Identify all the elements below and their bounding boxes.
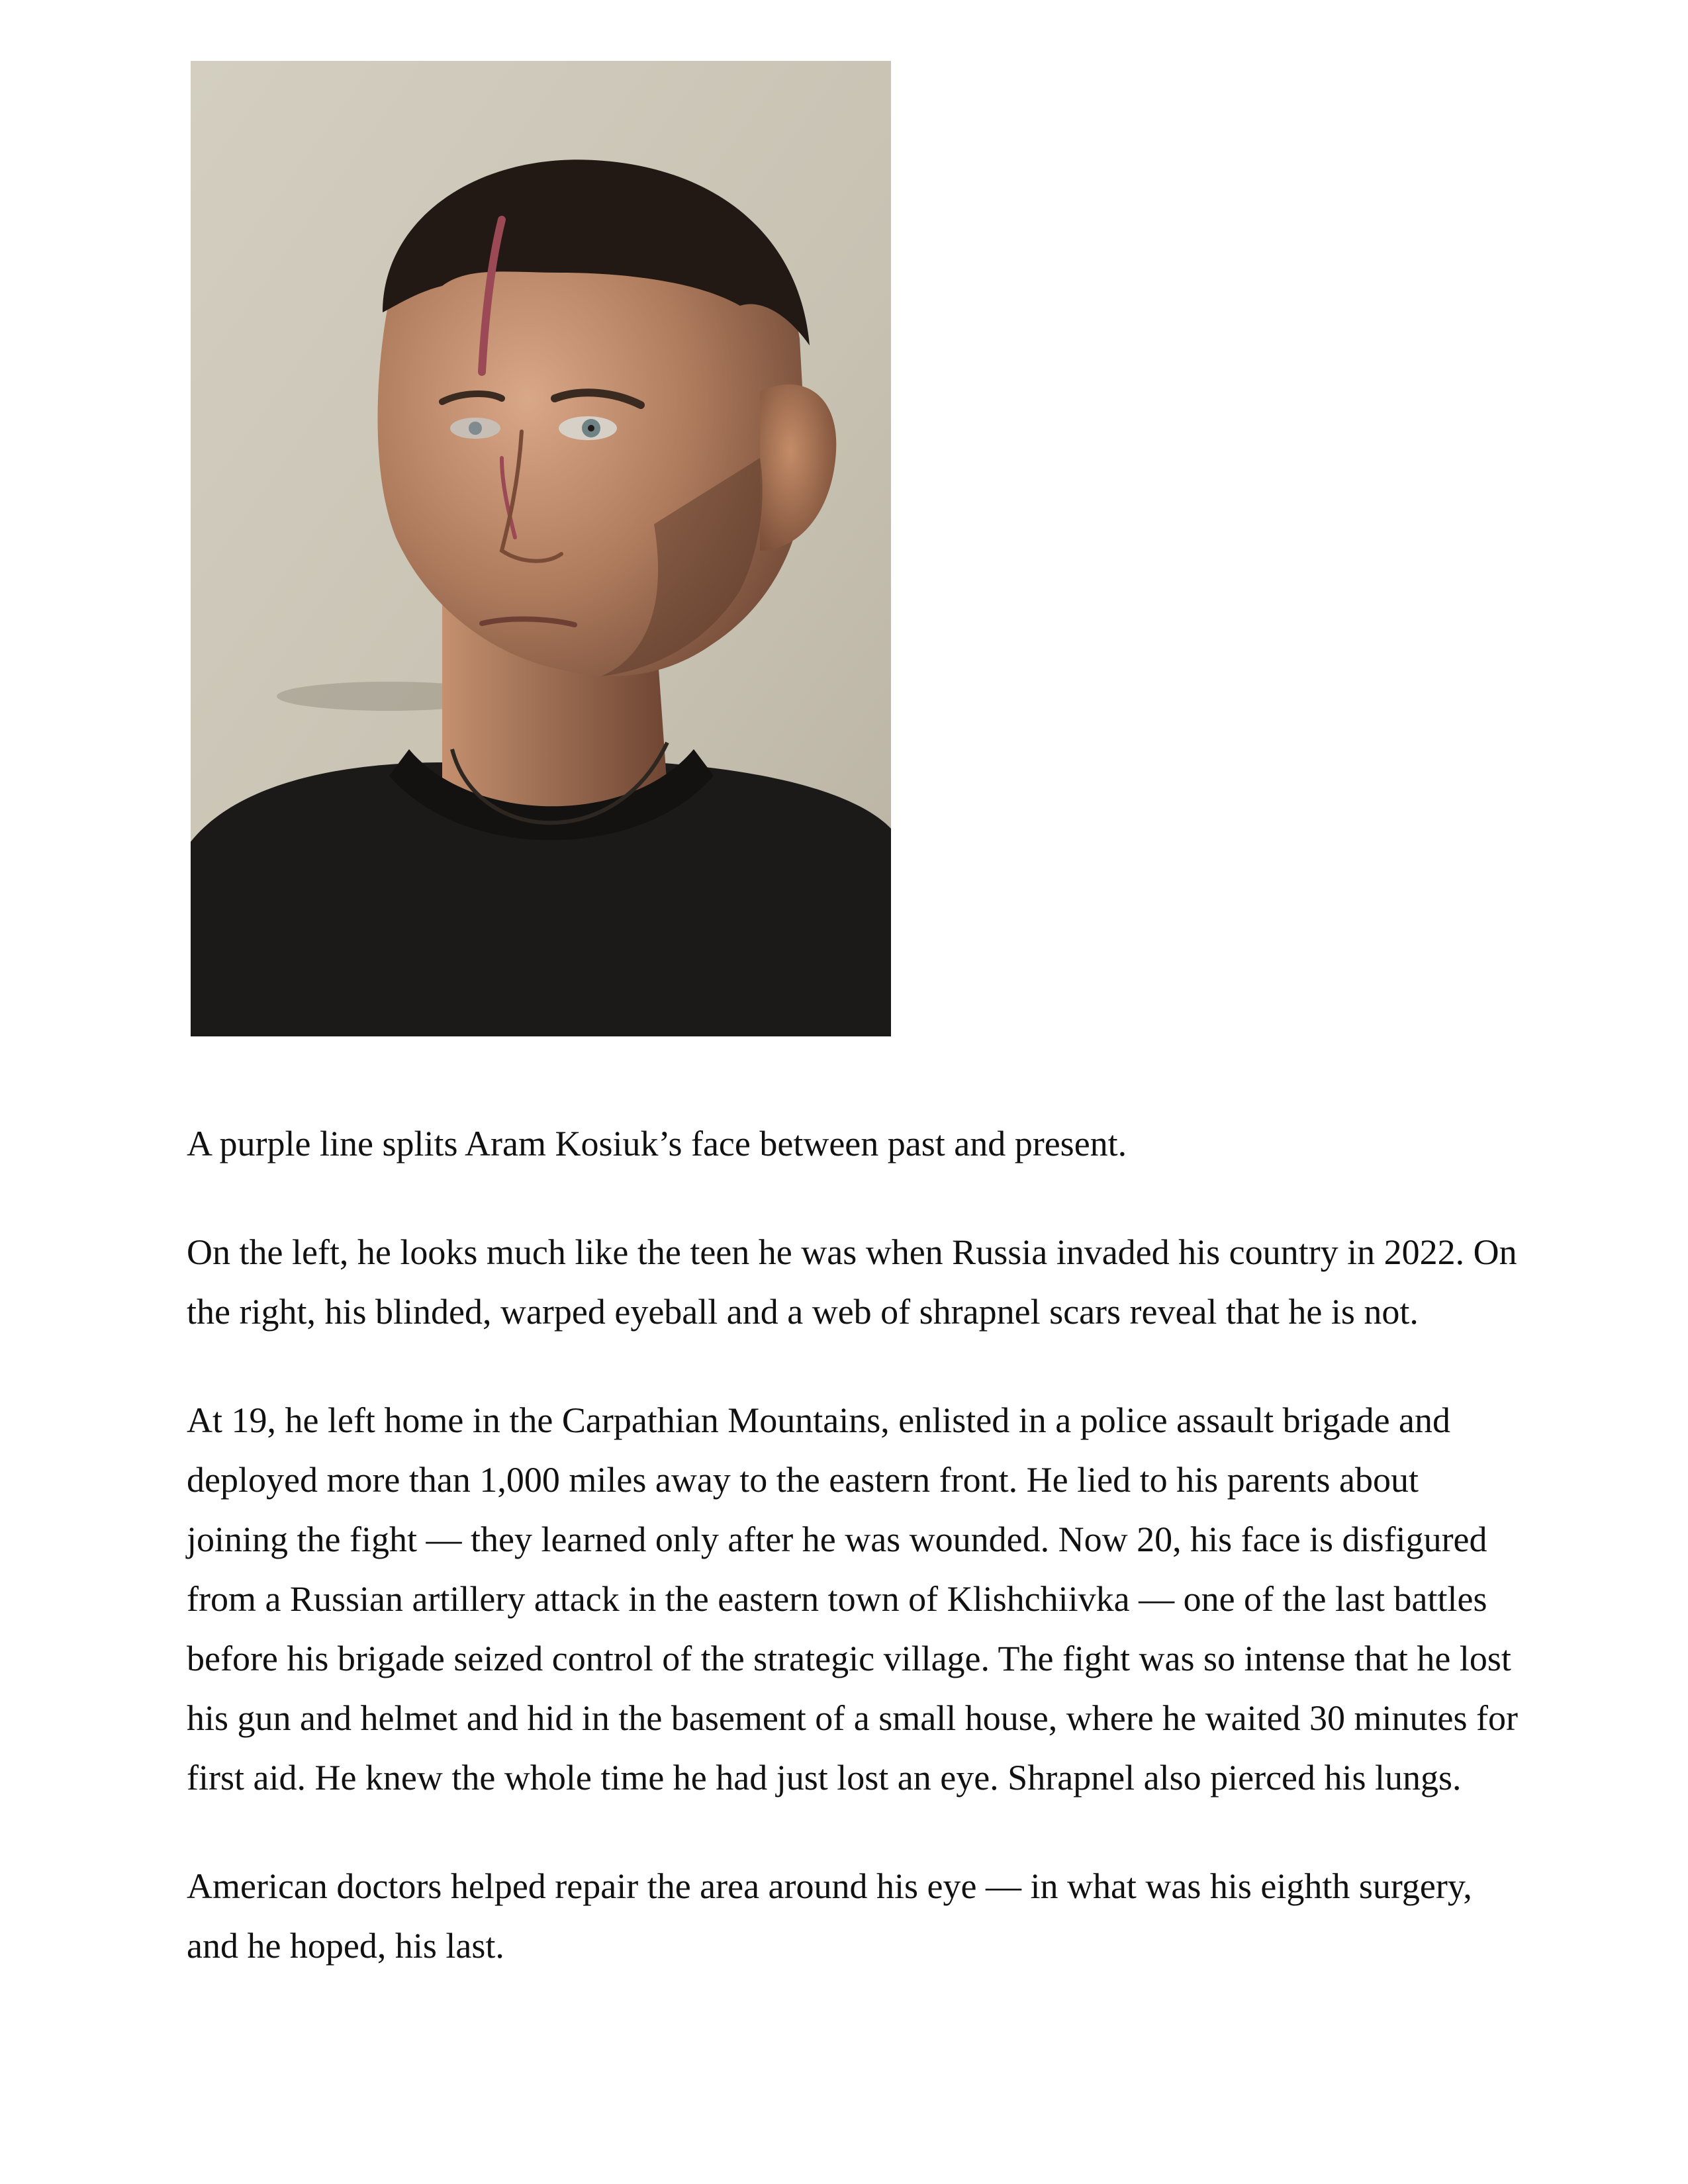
article-paragraph-2: On the left, he looks much like the teen he was when Russia invaded his country in 2022. On the right, his blinded, warped eyeball and a web of shrapnel scars reveal that he is not. bbox=[187, 1232, 1517, 1332]
portrait-photo bbox=[191, 61, 891, 1036]
article-paragraph-1: A purple line splits Aram Kosiuk’s face between past and present. bbox=[187, 1124, 1127, 1163]
article-body bbox=[187, 1114, 1524, 2025]
article-paragraph-4: American doctors helped repair the area around his eye — in what was his eighth surgery, and he hoped, his last. bbox=[187, 1866, 1472, 1966]
portrait-illustration bbox=[191, 61, 891, 1036]
article-paragraph-3: At 19, he left home in the Carpathian Mountains, enlisted in a police assault brigade and deployed more than 1,000 miles away to the eastern front. He lied to his parents about joining the fight — they learned only after he was wounded. Now 20, his face is disfigured from a Russian artillery attack in the eastern town of Klishchiivka — one of the last battles before his brigade seized control of the strategic village. The fight was so intense that he lost his gun and helmet and hid in the basement of a small house, where he waited 30 minutes for first aid. He knew the whole time he had just lost an eye. Shrapnel also pierced his lungs. bbox=[187, 1400, 1518, 1797]
